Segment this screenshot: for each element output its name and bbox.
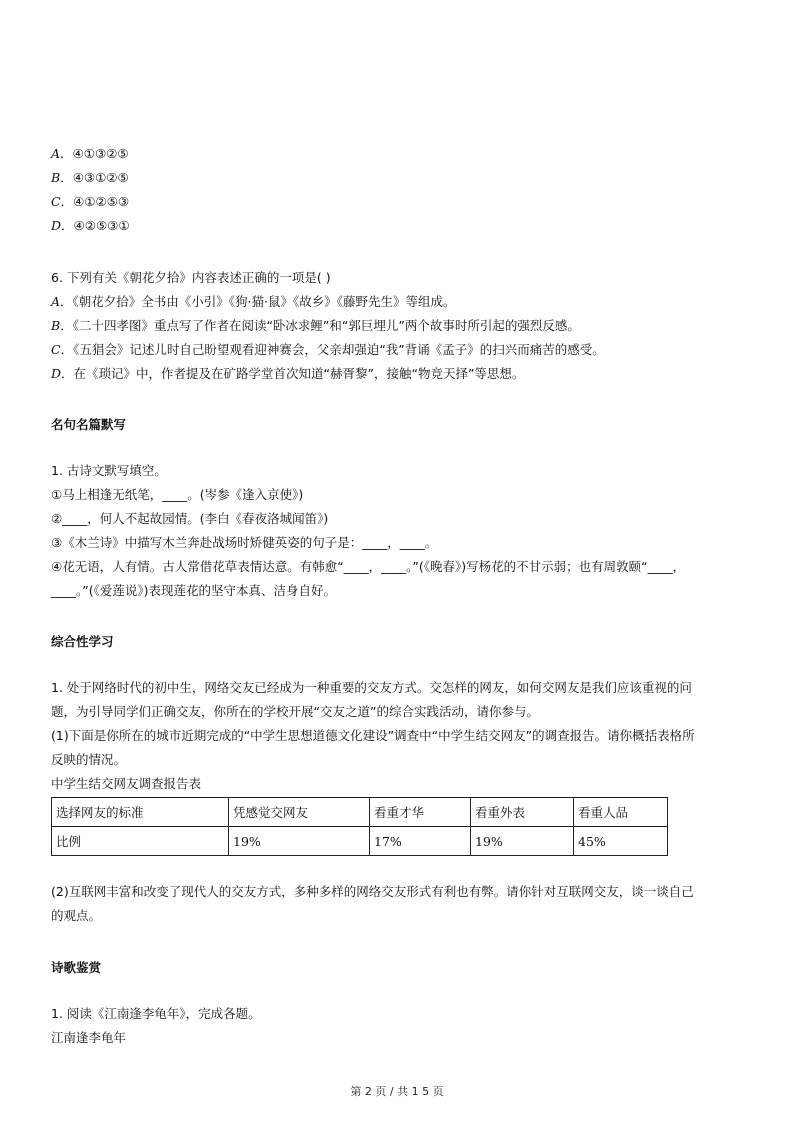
recitation-line-3: ③《木兰诗》中描写木兰奔赴战场时矫健英姿的句子是：____，____。 <box>51 535 438 550</box>
option-letter: A <box>51 146 61 161</box>
table-header-cell: 看重人品 <box>574 798 668 827</box>
option-letter: C <box>51 342 61 357</box>
table-row <box>52 827 668 856</box>
poem-title: 江南逢李龟年 <box>51 1030 127 1045</box>
question-6-stem: 6. 下列有关《朝花夕拾》内容表述正确的一项是( ) <box>51 270 331 285</box>
recitation-question-stem: 1. 古诗文默写填空。 <box>51 463 167 478</box>
comprehensive-para-1b: 题，为引导同学们正确交友，你所在的学校开展“交友之道”的综合实践活动，请你参与。 <box>51 704 539 719</box>
option-letter: C <box>51 194 61 209</box>
option-d-prev <box>51 218 130 234</box>
section-title-comprehensive: 综合性学习 <box>51 634 114 649</box>
q6-option-a <box>51 294 455 310</box>
option-a-prev <box>51 146 129 162</box>
section-title-recitation: 名句名篇默写 <box>51 417 127 432</box>
option-text: ．《朝花夕拾》全书由《小引》《狗·猫·鼠》《故乡》《藤野先生》等组成。 <box>60 294 456 309</box>
table-cell: 17% <box>370 827 471 856</box>
q6-option-c <box>51 342 605 358</box>
q6-option-d <box>51 366 524 382</box>
table-header-cell: 看重外表 <box>471 798 574 827</box>
option-letter: B <box>51 318 61 333</box>
option-text: ．④③①②⑤ <box>60 170 129 185</box>
recitation-line-1: ①马上相逢无纸笔，____。(岑参《逢入京使》) <box>51 487 304 502</box>
table-cell: 19% <box>229 827 370 856</box>
recitation-line-4: ④花无语，人有情。古人常借花草表情达意。有韩愈“____，____。”(《晚春》)写杨花的不甘示弱；也有周敦颐“____， <box>51 559 686 574</box>
option-text: ．④①③②⑤ <box>60 146 129 161</box>
option-text: ．《五猖会》记述儿时自己盼望观看迎神赛会，父亲却强迫“我”背诵《孟子》的扫兴而痛苦的感受。 <box>60 342 605 357</box>
option-letter: A <box>51 294 61 309</box>
comprehensive-para-3b: 的观点。 <box>51 908 102 923</box>
option-letter: D <box>51 366 62 381</box>
table-caption: 中学生结交网友调查报告表 <box>51 776 202 791</box>
recitation-line-5: ____。”(《爱莲说》)表现莲花的坚守本真、洁身自好。 <box>51 583 336 598</box>
option-c-prev <box>51 194 129 210</box>
option-text: ．④①②⑤③ <box>60 194 130 209</box>
option-text: ．④②⑤③① <box>61 218 130 233</box>
comprehensive-para-3a: (2)互联网丰富和改变了现代人的交友方式，多种多样的网络交友形式有利也有弊。请你针对互联网交友，谈一谈自己 <box>51 884 694 899</box>
option-text: ．《二十四孝图》重点写了作者在阅读“卧冰求鲤”和“郭巨埋儿”两个故事时所引起的强烈反感。 <box>60 318 580 333</box>
comprehensive-para-2b: 反映的情况。 <box>51 752 127 767</box>
comprehensive-para-1a: 1. 处于网络时代的初中生，网络交友已经成为一种重要的交友方式。交怎样的网友，如何交网友是我们应该重视的问 <box>51 680 692 695</box>
option-letter: D <box>51 218 62 233</box>
option-text: ．在《琐记》中，作者提及在矿路学堂首次知道“赫胥黎”，接触“物竞天择”等思想。 <box>61 366 525 381</box>
page-footer: 第 2 页 / 共 1 5 页 <box>350 1085 444 1098</box>
q6-option-b <box>51 318 580 334</box>
table-row-label: 比例 <box>52 827 229 856</box>
comprehensive-para-2a: (1)下面是你所在的城市近期完成的“中学生思想道德文化建设”调查中“中学生结交网友”的调查报告。请你概括表格所 <box>51 728 695 743</box>
table-header-cell: 选择网友的标准 <box>52 798 229 827</box>
table-header-cell: 看重才华 <box>370 798 471 827</box>
survey-table <box>51 797 668 856</box>
poetry-question-stem: 1. 阅读《江南逢李龟年》，完成各题。 <box>51 1006 261 1021</box>
option-b-prev <box>51 170 129 186</box>
table-header-row <box>52 798 668 827</box>
table-cell: 19% <box>471 827 574 856</box>
table-header-cell: 凭感觉交网友 <box>229 798 370 827</box>
recitation-line-2: ②____，何人不起故园情。(李白《春夜洛城闻笛》) <box>51 511 329 526</box>
section-title-poetry: 诗歌鉴赏 <box>51 960 102 975</box>
option-letter: B <box>51 170 61 185</box>
table-cell: 45% <box>574 827 668 856</box>
